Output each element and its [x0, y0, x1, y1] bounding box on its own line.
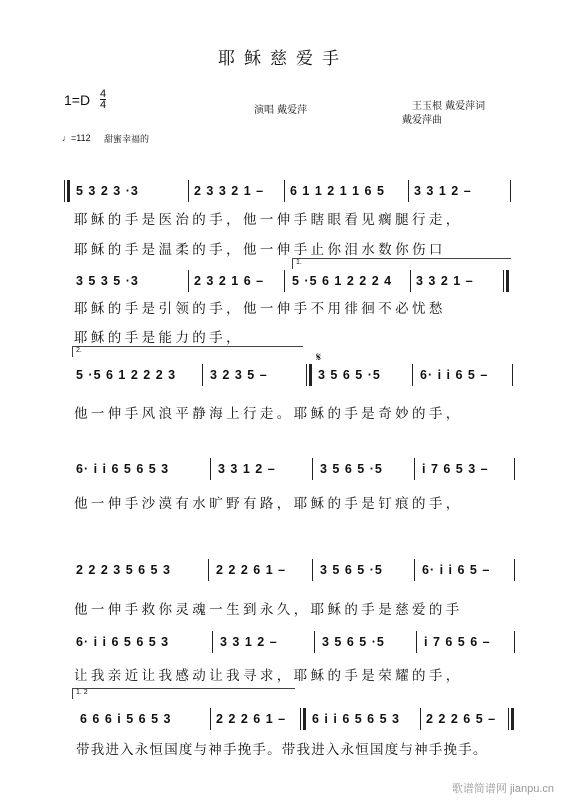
key-signature: 1=D: [64, 92, 91, 108]
final-barline-thin: [508, 708, 509, 730]
lyric-line: 带我进入永恒国度与神手挽手。带我进入永恒国度与神手挽手。: [76, 742, 488, 758]
singer-credit: 演唱 戴爱萍: [254, 105, 308, 116]
measure-notes: 3 5 3 5 ·3: [76, 274, 139, 288]
barline: [512, 364, 513, 386]
barline: [202, 364, 203, 386]
barline: [414, 559, 415, 581]
repeat-end-barline: [503, 270, 504, 292]
barline: [284, 180, 285, 202]
measure-notes: 2 2 2 6 5 –: [426, 712, 497, 726]
measure-notes: 3 3 1 2 –: [414, 184, 472, 198]
barline: [212, 631, 213, 653]
barline: [408, 180, 409, 202]
measure-notes: 3 5 6 5 ·5: [320, 563, 383, 577]
tempo-marking: ♩=112: [62, 133, 91, 143]
measure-notes: 3 3 1 2 –: [218, 462, 276, 476]
repeat-end-thick-barline: [506, 270, 509, 292]
repeat-end-thick-barline: [303, 708, 306, 730]
barline: [410, 270, 411, 292]
measure-notes: 2 3 2 1 6 –: [194, 274, 265, 288]
measure-notes: i 7 6 5 6 –: [424, 635, 491, 649]
lyric-line: 他一伸手风浪平静海上行走。耶稣的手是奇妙的手，: [74, 406, 463, 422]
barline: [514, 458, 515, 480]
barline: [412, 364, 413, 386]
repeat-start-barline: [309, 364, 312, 386]
measure-notes: 5 ·5 6 1 2 2 2 3: [76, 368, 177, 382]
first-ending-bracket: [292, 258, 511, 269]
barline: [420, 708, 421, 730]
time-signature: [100, 89, 106, 110]
measure-notes: 3 5 6 5 ·5: [318, 368, 381, 382]
measure-notes: 3 3 2 1 –: [416, 274, 474, 288]
barline: [514, 631, 515, 653]
barline: [210, 708, 211, 730]
final-barline-thick: [511, 708, 514, 730]
barline: [284, 270, 285, 292]
barline: [188, 270, 189, 292]
barline: [210, 458, 211, 480]
song-title: 耶稣慈爱手: [218, 49, 348, 69]
barline: [208, 559, 209, 581]
measure-notes: 2 2 2 6 1 –: [216, 712, 287, 726]
measure-notes: i 7 6 5 3 –: [422, 462, 489, 476]
lyric-line: 耶稣的手是能力的手，: [74, 330, 243, 346]
first-ending-label: 1.: [296, 259, 302, 266]
lyric-line: 他一伸手沙漠有水旷野有路，耶稣的手是钉痕的手，: [74, 496, 463, 512]
time-signature-bottom: 4: [100, 99, 107, 111]
measure-notes: 6 1 1 2 1 1 6 5: [290, 184, 385, 198]
measure-notes: 6 6 6 i 5 6 5 3: [80, 712, 172, 726]
measure-notes: 3 3 1 2 –: [220, 635, 278, 649]
composer-credit: 戴爱萍曲: [402, 115, 442, 126]
site-watermark: 歌谱简谱网 jianpu.cn: [451, 783, 554, 795]
ending-label-1-2: 1. 2: [76, 689, 88, 696]
measure-notes: 6 i i 6 5 6 5 3: [312, 712, 400, 726]
measure-notes: 6· i i 6 5 –: [420, 368, 489, 382]
measure-notes: 6· i i 6 5 6 5 3: [76, 462, 170, 476]
barline: [414, 458, 415, 480]
barline: [312, 458, 313, 480]
barline: [514, 559, 515, 581]
measure-notes: 3 2 3 5 –: [210, 368, 268, 382]
lyric-line: 耶稣的手是引领的手，他一伸手不用徘徊不必忧愁: [74, 301, 446, 317]
barline: [314, 631, 315, 653]
measure-notes: 3 5 6 5 ·5: [322, 635, 385, 649]
second-ending-bracket: [72, 346, 303, 357]
measure-notes: 6· i i 6 5 6 5 3: [76, 635, 170, 649]
segno-sign: 𝄋: [316, 350, 322, 364]
measure-notes: 2 3 3 2 1 –: [194, 184, 265, 198]
repeat-end-barline: [300, 708, 301, 730]
repeat-start-barline: [64, 180, 65, 202]
lyric-line: 他一伸手救你灵魂一生到永久，耶稣的手是慈爱的手: [74, 602, 463, 618]
time-signature-top: 4: [100, 88, 107, 100]
measure-notes: 2 2 2 6 1 –: [216, 563, 287, 577]
barline: [312, 559, 313, 581]
barline: [510, 180, 511, 202]
measure-notes: 6· i i 6 5 –: [422, 563, 491, 577]
measure-notes: 3 5 6 5 ·5: [320, 462, 383, 476]
lyric-line: 耶稣的手是温柔的手，他一伸手止你泪水数你伤口: [74, 242, 446, 258]
expression-marking: 甜蜜幸福的: [104, 135, 150, 145]
second-ending-label: 2.: [76, 347, 82, 354]
measure-notes: 5 ·5 6 1 2 2 2 4: [292, 274, 393, 288]
measure-notes: 5 3 2 3 ·3: [76, 184, 139, 198]
barline: [306, 364, 307, 386]
lyric-line: 让我亲近让我感动让我寻求，耶稣的手是荣耀的手，: [74, 668, 463, 684]
lyric-line: 耶稣的手是医治的手，他一伸手瞎眼看见瘸腿行走，: [74, 212, 463, 228]
barline: [416, 631, 417, 653]
ending-bracket-1-2: [72, 688, 295, 699]
barline: [188, 180, 189, 202]
lyricist-credit: 王玉根 戴爱萍词: [412, 101, 486, 112]
repeat-start-thick-barline: [67, 180, 70, 202]
measure-notes: 2 2 2 3 5 6 5 3: [76, 563, 171, 577]
